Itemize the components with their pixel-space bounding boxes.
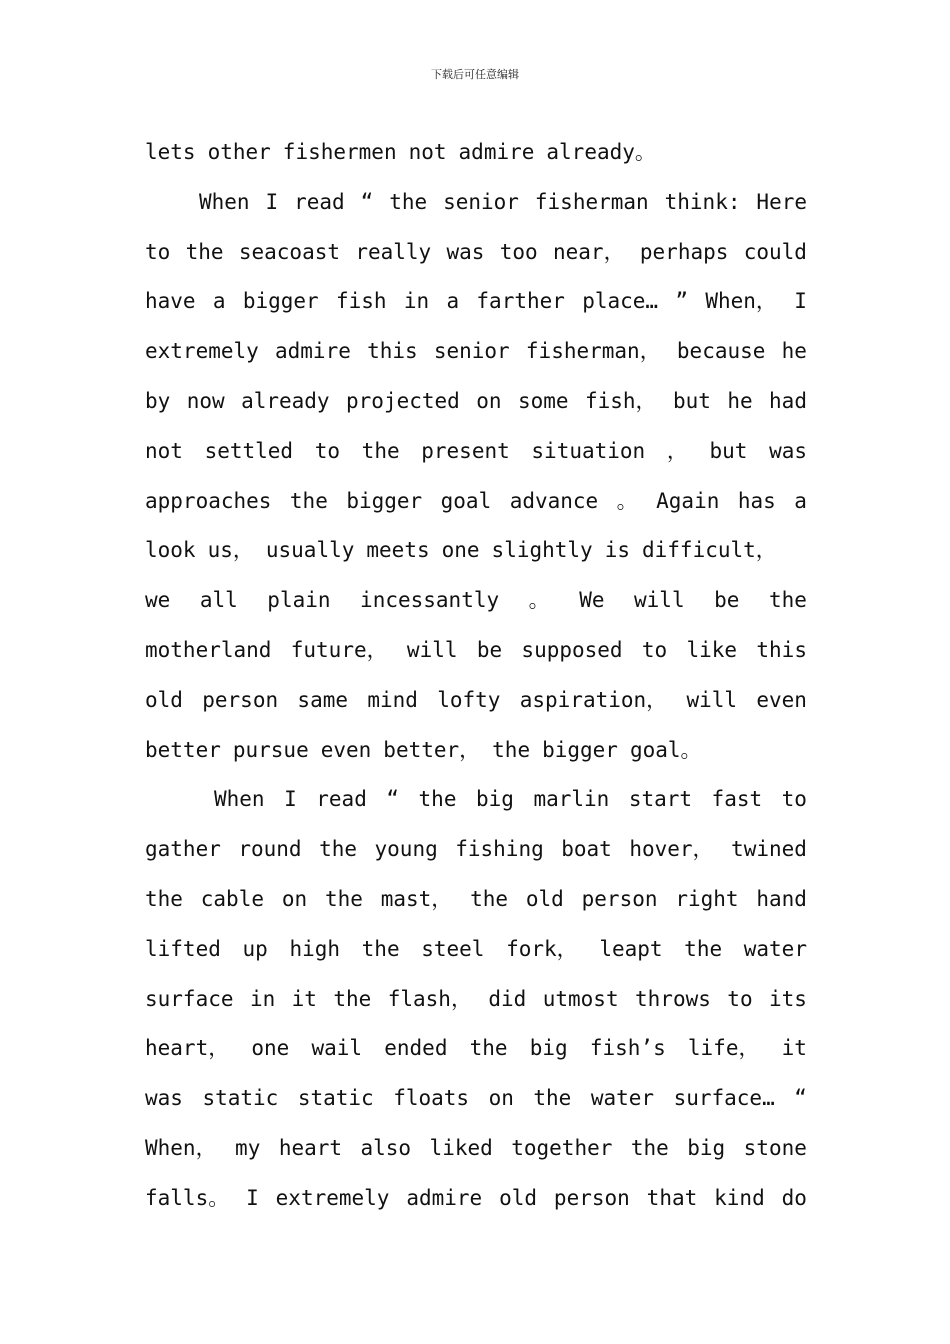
word: admire xyxy=(458,140,535,164)
word: also xyxy=(360,1135,412,1160)
word: liked xyxy=(429,1135,493,1160)
word: right xyxy=(675,886,739,911)
word: 。 xyxy=(528,588,550,613)
word: goal。 xyxy=(629,737,702,762)
word: the xyxy=(389,189,428,214)
word: lofty xyxy=(437,687,501,712)
word: bigger xyxy=(242,289,319,314)
text-line xyxy=(145,277,807,327)
word: all xyxy=(199,588,238,613)
word: really xyxy=(355,239,432,264)
word: same xyxy=(297,687,348,712)
text-line xyxy=(145,875,807,925)
word: old xyxy=(499,1185,538,1210)
word: fast xyxy=(711,787,763,812)
word: other xyxy=(207,140,271,164)
word: us， xyxy=(207,538,254,563)
word: the xyxy=(684,936,723,961)
word: because xyxy=(676,339,766,364)
word: farther xyxy=(476,289,565,314)
word: read xyxy=(316,787,367,812)
word: I xyxy=(246,1185,259,1210)
text-line xyxy=(145,1174,807,1224)
word: marlin xyxy=(533,787,610,812)
word: high xyxy=(289,936,341,961)
word: but xyxy=(709,438,748,463)
word: “ xyxy=(360,189,374,214)
text-line xyxy=(145,825,807,875)
word: to xyxy=(781,787,807,812)
word: old xyxy=(525,886,564,911)
word: person xyxy=(581,886,658,911)
word: When xyxy=(214,787,265,812)
word: goal xyxy=(440,488,492,513)
word: incessantly xyxy=(360,588,500,613)
word: think: xyxy=(664,189,741,214)
word: the xyxy=(418,787,457,812)
word: the xyxy=(361,936,400,961)
word: 。 xyxy=(616,488,638,513)
word: even xyxy=(320,737,372,762)
page-header: 下载后可任意编辑 xyxy=(431,68,519,81)
word: gather xyxy=(145,837,221,862)
word: was xyxy=(446,239,485,264)
word: Again xyxy=(656,488,720,513)
word: admire xyxy=(275,339,351,364)
text-line xyxy=(145,1024,807,1074)
word: the xyxy=(319,837,358,862)
word: twined xyxy=(731,837,807,862)
word: boat xyxy=(561,837,612,862)
word: slightly xyxy=(491,538,593,563)
word: its xyxy=(769,986,807,1011)
word: I xyxy=(794,289,807,314)
word: in xyxy=(249,986,276,1011)
word: When xyxy=(199,189,250,214)
word: lifted xyxy=(145,936,221,961)
text-line xyxy=(145,377,807,427)
word: do xyxy=(781,1185,807,1210)
word: fisherman， xyxy=(525,339,661,364)
text-line xyxy=(145,178,807,228)
document-body xyxy=(145,128,807,1224)
word: mind xyxy=(367,687,418,712)
word: be xyxy=(476,637,503,662)
word: on xyxy=(281,886,308,911)
word: the xyxy=(630,1135,669,1160)
word: approaches xyxy=(145,488,272,513)
word: one xyxy=(441,538,480,563)
word: big xyxy=(687,1135,726,1160)
word: near， xyxy=(553,239,625,264)
word: supposed xyxy=(521,637,623,662)
word: he xyxy=(781,339,807,364)
word: perhaps xyxy=(639,239,729,264)
word: person xyxy=(553,1185,630,1210)
word: seacoast xyxy=(238,239,341,264)
text-line xyxy=(145,975,807,1025)
word: a xyxy=(446,289,460,314)
word: floats xyxy=(393,1086,470,1111)
text-line xyxy=(145,1124,807,1174)
text-line xyxy=(145,477,807,527)
word: falls。 xyxy=(145,1185,230,1210)
word: round xyxy=(238,837,302,862)
word: look xyxy=(145,538,196,563)
word: situation xyxy=(531,438,646,463)
word: fork， xyxy=(506,936,578,961)
word: together xyxy=(511,1135,613,1160)
text-line xyxy=(145,576,807,626)
word: admire xyxy=(406,1185,483,1210)
word: meets xyxy=(366,538,430,563)
text-line xyxy=(145,676,807,726)
word: on xyxy=(488,1086,514,1111)
word: bigger xyxy=(346,488,423,513)
word: water xyxy=(743,936,807,961)
word: we xyxy=(145,588,171,613)
word: it xyxy=(291,986,317,1011)
word: to xyxy=(314,438,341,463)
word: a xyxy=(794,488,807,513)
word: hover， xyxy=(629,837,714,862)
word: ” xyxy=(675,289,689,314)
word: will xyxy=(686,687,738,712)
word: hand xyxy=(756,886,807,911)
word: this xyxy=(756,637,807,662)
word: the xyxy=(768,588,807,613)
text-line xyxy=(145,925,807,975)
word: like xyxy=(686,637,738,662)
word: fishermen xyxy=(282,140,397,164)
word: on xyxy=(476,388,502,413)
word: to xyxy=(641,637,668,662)
word: the xyxy=(333,986,372,1011)
word: the xyxy=(492,737,531,762)
word: the xyxy=(361,438,400,463)
word: We xyxy=(579,588,605,613)
word: already xyxy=(241,388,330,413)
word: When， xyxy=(705,289,777,314)
word: had xyxy=(769,388,807,413)
word: motherland xyxy=(145,637,272,662)
word: is xyxy=(604,538,630,563)
text-line xyxy=(145,128,807,178)
word: fish’s xyxy=(589,1036,666,1061)
word: this xyxy=(367,339,418,364)
word: “ xyxy=(794,1086,807,1111)
word: up xyxy=(242,936,268,961)
word: future， xyxy=(290,637,388,662)
word: heart xyxy=(278,1135,343,1160)
word: better xyxy=(145,737,221,762)
word: a xyxy=(212,289,226,314)
word: too xyxy=(499,239,538,264)
word: the xyxy=(289,488,328,513)
word: ended xyxy=(384,1036,448,1061)
word: difficult， xyxy=(642,538,777,563)
text-line xyxy=(145,1074,807,1124)
word: surface… xyxy=(673,1086,775,1111)
word: my xyxy=(235,1135,261,1160)
word: projected xyxy=(346,388,460,413)
text-line xyxy=(145,626,807,676)
word: steel xyxy=(421,936,485,961)
word: but xyxy=(672,388,711,413)
word: I xyxy=(284,787,297,812)
word: fish xyxy=(335,289,387,314)
text-line xyxy=(145,726,807,776)
word: already。 xyxy=(546,140,656,164)
word: some xyxy=(517,388,569,413)
word: fisherman xyxy=(534,189,649,214)
text-line xyxy=(145,228,807,278)
word: lets xyxy=(145,140,196,164)
word: not xyxy=(408,140,447,164)
word: cable xyxy=(200,886,264,911)
word: the xyxy=(145,886,183,911)
text-line xyxy=(145,775,807,825)
word: flash， xyxy=(387,986,472,1011)
word: the xyxy=(470,886,509,911)
text-line xyxy=(145,427,807,477)
word: static xyxy=(202,1086,279,1111)
word: have xyxy=(145,289,196,314)
word: fish， xyxy=(584,388,657,413)
word: senior xyxy=(433,339,510,364)
word: static xyxy=(297,1086,374,1111)
word: better， xyxy=(383,737,481,762)
word: was xyxy=(145,1086,183,1111)
word: plain xyxy=(267,588,331,613)
word: be xyxy=(714,588,740,613)
word: throws xyxy=(635,986,711,1011)
word: will xyxy=(406,637,458,662)
word: wail xyxy=(311,1036,363,1061)
word: When， xyxy=(145,1135,217,1160)
word: old xyxy=(145,687,183,712)
word: to xyxy=(727,986,753,1011)
word: will xyxy=(634,588,685,613)
word: life， xyxy=(687,1036,760,1061)
word: kind xyxy=(714,1185,765,1210)
word: mast， xyxy=(380,886,453,911)
word: the xyxy=(469,1036,508,1061)
word: surface xyxy=(145,986,234,1011)
word: utmost xyxy=(542,986,619,1011)
word: was xyxy=(769,438,807,463)
word: stone xyxy=(743,1135,807,1160)
word: big xyxy=(475,787,514,812)
word: present xyxy=(421,438,510,463)
word: the xyxy=(533,1086,572,1111)
word: ， xyxy=(666,438,688,463)
word: senior xyxy=(443,189,519,214)
word: one xyxy=(251,1036,290,1061)
word: to xyxy=(145,239,171,264)
word: extremely xyxy=(145,339,259,364)
word: person xyxy=(202,687,279,712)
word: it xyxy=(781,1036,807,1061)
word: could xyxy=(743,239,807,264)
word: start xyxy=(628,787,693,812)
word: the xyxy=(324,886,363,911)
word: extremely xyxy=(275,1185,390,1210)
word: leapt xyxy=(599,936,663,961)
word: did xyxy=(488,986,527,1011)
word: aspiration， xyxy=(519,687,668,712)
word: pursue xyxy=(232,737,309,762)
word: has xyxy=(737,488,776,513)
word: fishing xyxy=(455,837,544,862)
word: big xyxy=(529,1036,568,1061)
word: water xyxy=(590,1086,655,1111)
word: by xyxy=(145,388,171,413)
word: I xyxy=(265,189,279,214)
word: settled xyxy=(204,438,294,463)
word: bigger xyxy=(542,737,618,762)
word: that xyxy=(646,1185,698,1210)
word: even xyxy=(756,687,807,712)
word: he xyxy=(727,388,753,413)
word: Here xyxy=(756,189,807,214)
word: usually xyxy=(265,538,355,563)
word: young xyxy=(374,837,438,862)
word: place… xyxy=(582,289,659,314)
word: not xyxy=(145,438,183,463)
text-line xyxy=(145,327,807,377)
word: the xyxy=(185,239,224,264)
word: heart， xyxy=(145,1036,230,1061)
word: advance xyxy=(509,488,599,513)
word: now xyxy=(186,388,225,413)
text-line xyxy=(145,526,807,576)
word: in xyxy=(403,289,430,314)
word: “ xyxy=(386,787,400,812)
word: read xyxy=(294,189,345,214)
